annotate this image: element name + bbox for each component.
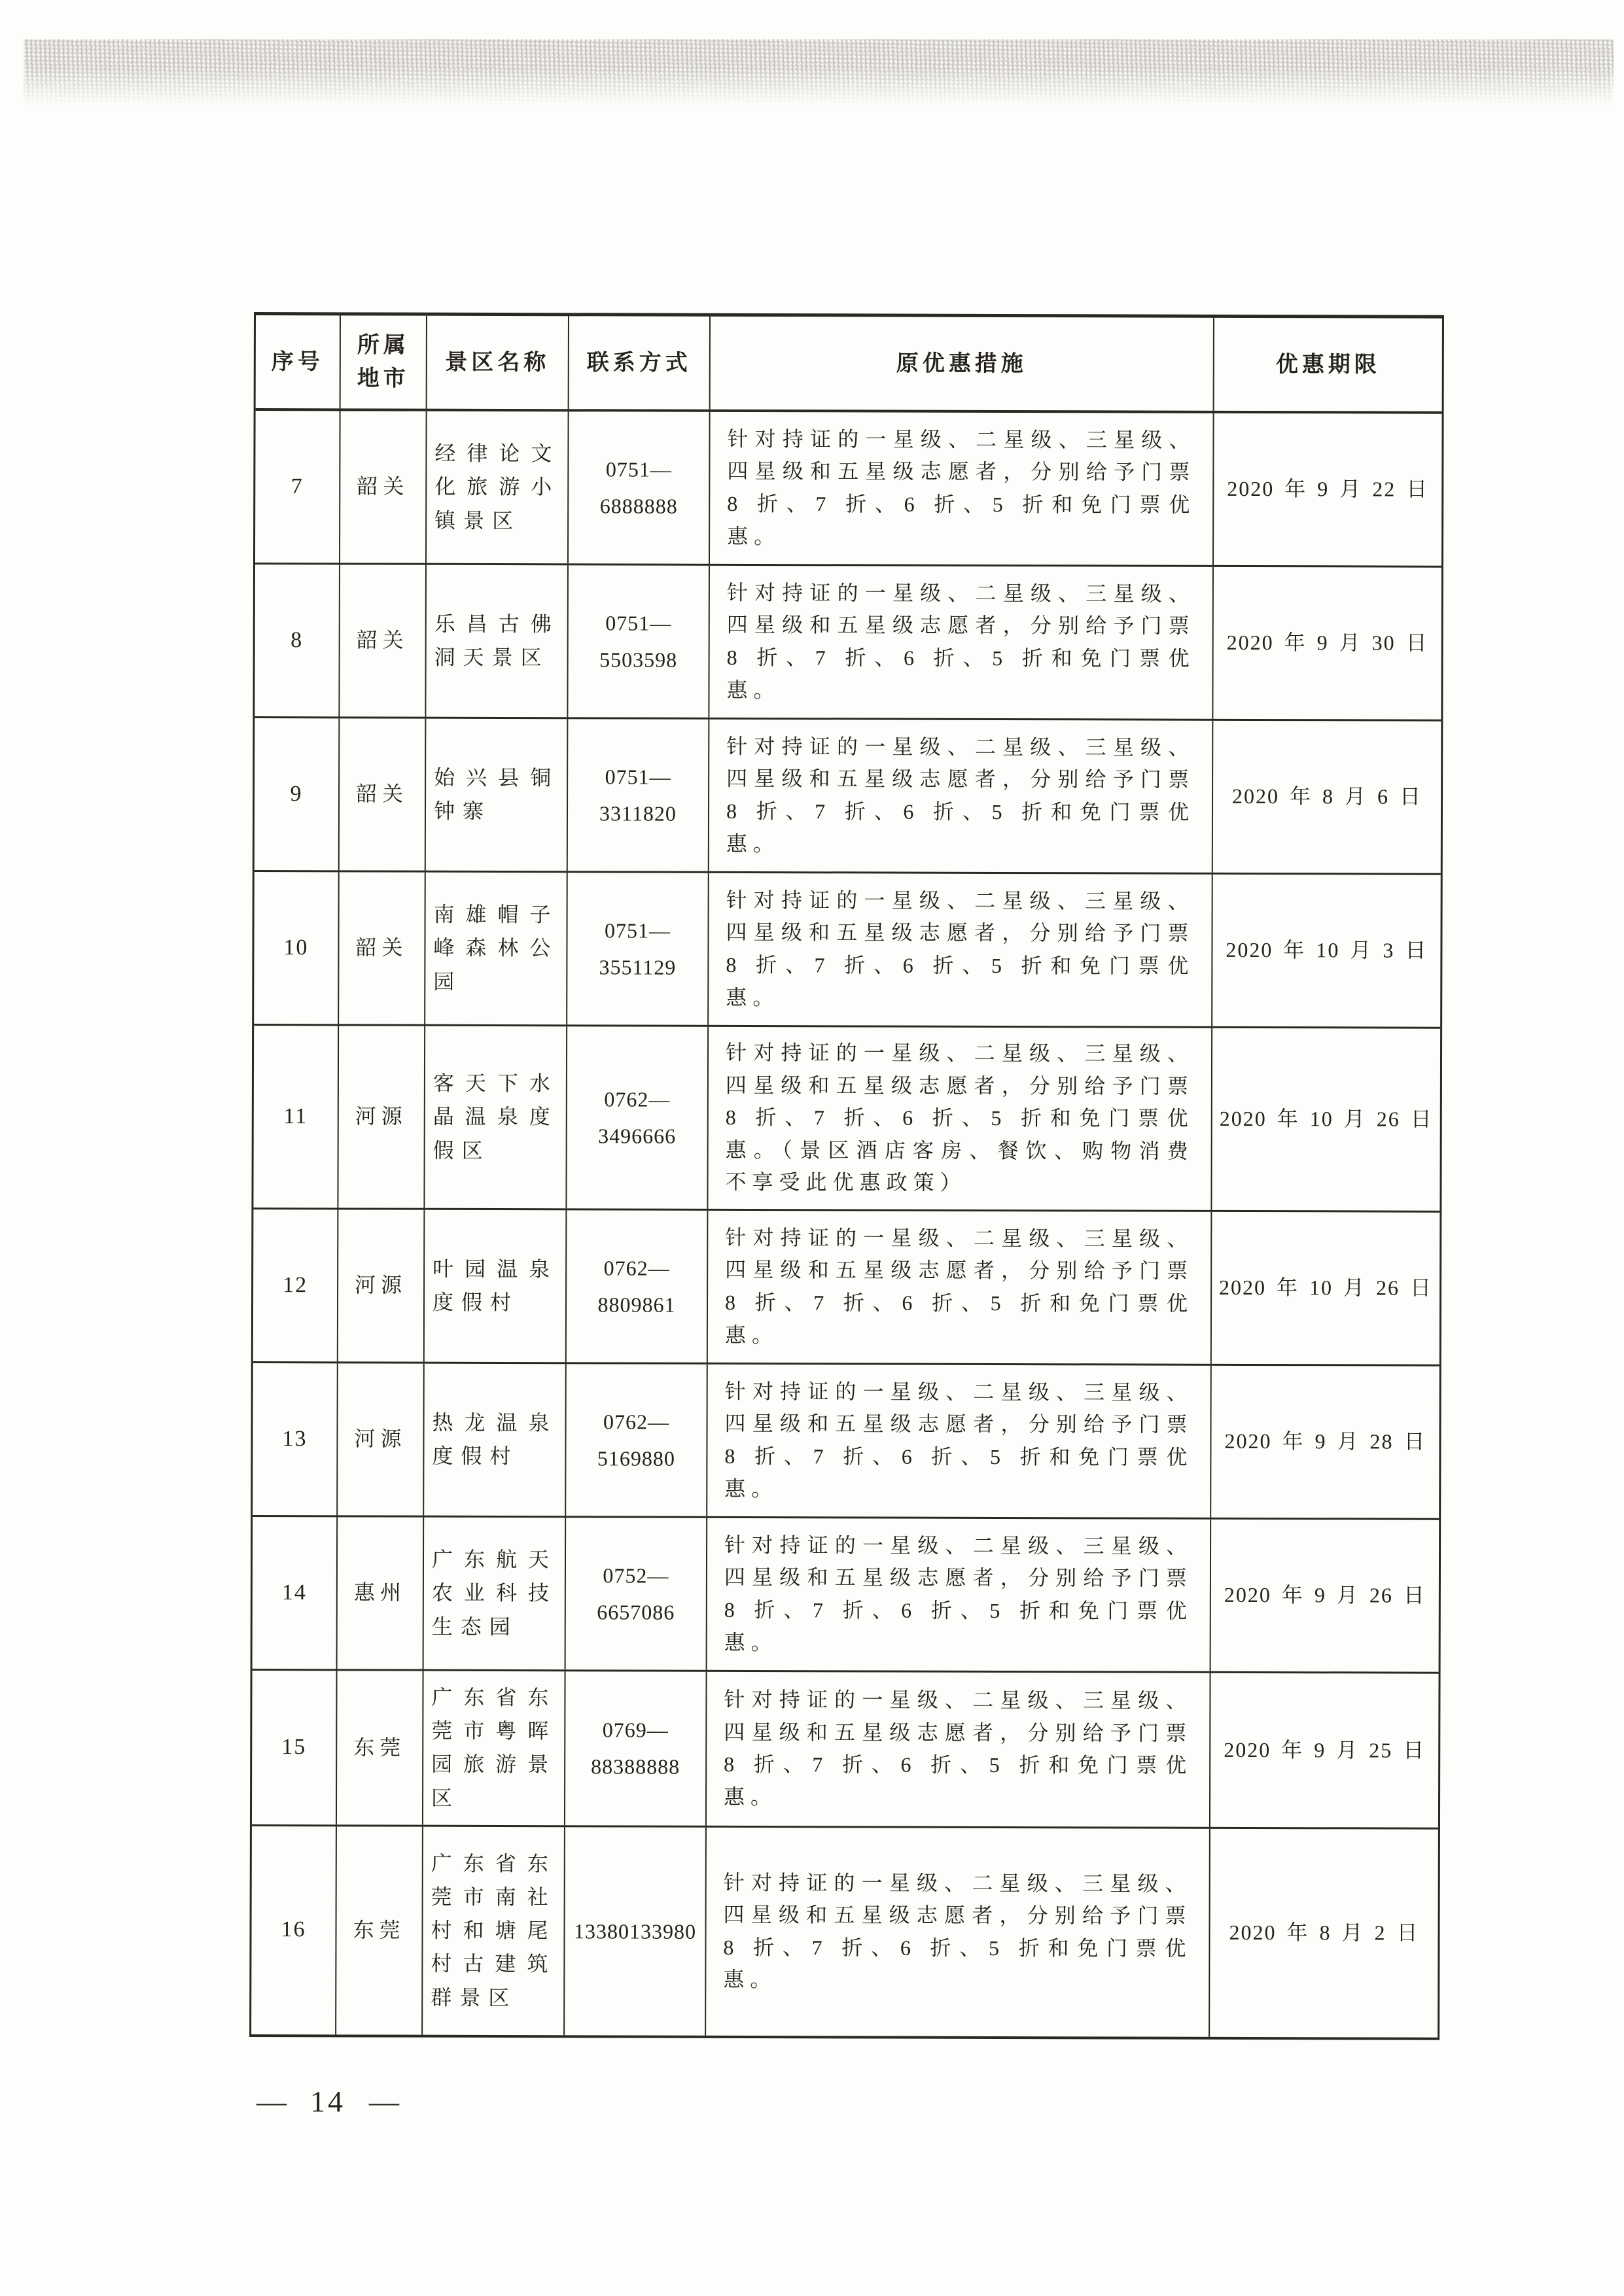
cell-text: 针对持证的一星级、二星级、三星级、四星级和五星级志愿者，分别给予门票 8 折、7 折、6 折、5 折和免门票优惠。（景区酒店客房、餐饮、购物消费不享受此优惠政策） bbox=[725, 1040, 1195, 1195]
cell-deadline bbox=[1211, 1366, 1439, 1518]
cell-text: 7 bbox=[291, 474, 304, 498]
table-row bbox=[253, 1208, 1440, 1365]
cell-text: 客天下水晶温泉度假区 bbox=[432, 1071, 558, 1162]
scan-noise-band bbox=[24, 39, 1614, 108]
cell-serial bbox=[253, 1026, 339, 1208]
header-label: 联系方式 bbox=[586, 350, 692, 375]
cell-text: 2020 年 10 月 26 日 bbox=[1219, 1107, 1433, 1131]
cell-text: 针对持证的一星级、二星级、三星级、四星级和五星级志愿者，分别给予门票 8 折、7 折、6 折、5 折和免门票优惠。 bbox=[726, 734, 1195, 856]
cell-contact bbox=[565, 1827, 707, 2036]
cell-scenic-name bbox=[426, 719, 569, 871]
cell-city bbox=[336, 1826, 423, 2034]
cell-text: 2020 年 9 月 26 日 bbox=[1224, 1583, 1426, 1607]
cell-text: 10 bbox=[283, 935, 309, 960]
cell-city bbox=[340, 411, 427, 563]
cell-serial bbox=[251, 1826, 337, 2034]
cell-text: 9 bbox=[290, 781, 303, 806]
cell-text: 热龙温泉度假村 bbox=[432, 1410, 557, 1469]
col-scenic-name bbox=[427, 316, 569, 409]
table-row bbox=[255, 563, 1441, 720]
cell-text: 8 bbox=[291, 627, 304, 652]
cell-text: 韶关 bbox=[357, 474, 410, 498]
cell-measure bbox=[709, 720, 1214, 873]
cell-contact bbox=[569, 411, 711, 564]
cell-contact bbox=[568, 565, 710, 718]
header-label: 所属地市 bbox=[357, 333, 410, 391]
header-label: 景区名称 bbox=[445, 350, 550, 375]
cell-text: 16 bbox=[281, 1917, 306, 1942]
table-row bbox=[251, 1824, 1438, 2038]
cell-text: 惠州 bbox=[353, 1580, 406, 1605]
cell-contact bbox=[567, 873, 709, 1025]
cell-text: 针对持证的一星级、二星级、三星级、四星级和五星级志愿者，分别给予门票 8 折、7 折、6 折、5 折和免门票优惠。 bbox=[726, 888, 1195, 1009]
table-row bbox=[253, 1024, 1440, 1211]
table-row bbox=[255, 408, 1442, 566]
cell-text: 0751— 5503598 bbox=[599, 611, 678, 672]
table-row bbox=[255, 716, 1441, 873]
cell-text: 2020 年 8 月 2 日 bbox=[1229, 1920, 1419, 1945]
col-city bbox=[341, 315, 427, 408]
cell-serial bbox=[253, 1363, 338, 1515]
table-row bbox=[254, 870, 1441, 1027]
cell-city bbox=[340, 718, 427, 870]
cell-text: 乐昌古佛洞天景区 bbox=[434, 612, 559, 670]
cell-city bbox=[338, 1363, 425, 1515]
page-number-dash-right: — bbox=[369, 2085, 399, 2118]
page-number-dash-left: — bbox=[256, 2085, 287, 2118]
cell-text: 经律论文化旅游小镇景区 bbox=[434, 441, 560, 532]
cell-measure bbox=[707, 1672, 1211, 1827]
cell-measure bbox=[708, 1027, 1212, 1210]
cell-scenic-name bbox=[424, 1518, 567, 1670]
cell-contact bbox=[566, 1364, 708, 1516]
cell-measure bbox=[710, 412, 1214, 565]
cell-scenic-name bbox=[423, 1671, 566, 1825]
cell-city bbox=[339, 872, 426, 1024]
cell-text: 0762— 3496666 bbox=[598, 1087, 677, 1148]
cell-scenic-name bbox=[427, 411, 569, 564]
col-deadline bbox=[1214, 318, 1442, 411]
header-label: 优惠期限 bbox=[1275, 352, 1381, 377]
cell-deadline bbox=[1212, 875, 1441, 1027]
cell-text: 15 bbox=[281, 1735, 307, 1760]
cell-serial bbox=[255, 718, 340, 870]
cell-contact bbox=[568, 719, 710, 871]
cell-deadline bbox=[1211, 1520, 1439, 1672]
cell-text: 针对持证的一星级、二星级、三星级、四星级和五星级志愿者，分别给予门票 8 折、7 折、6 折、5 折和免门票优惠。 bbox=[724, 1688, 1193, 1809]
cell-text: 针对持证的一星级、二星级、三星级、四星级和五星级志愿者，分别给予门票 8 折、7 折、6 折、5 折和免门票优惠。 bbox=[727, 426, 1196, 548]
cell-contact bbox=[567, 1026, 709, 1209]
cell-text: 针对持证的一星级、二星级、三星级、四星级和五星级志愿者，分别给予门票 8 折、7 折、6 折、5 折和免门票优惠。 bbox=[724, 1533, 1193, 1654]
cell-scenic-name bbox=[424, 1364, 567, 1516]
cell-text: 0751— 3311820 bbox=[599, 765, 677, 826]
cell-text: 东莞 bbox=[353, 1735, 406, 1760]
cell-measure bbox=[709, 566, 1214, 719]
cell-text: 11 bbox=[283, 1104, 308, 1128]
cell-measure bbox=[709, 873, 1213, 1026]
cell-measure bbox=[707, 1518, 1212, 1671]
cell-text: 南雄帽子峰森林公园 bbox=[433, 902, 559, 994]
col-contact bbox=[569, 316, 711, 409]
cell-contact bbox=[567, 1210, 709, 1363]
cell-serial bbox=[255, 565, 340, 716]
cell-text: 2020 年 8 月 6 日 bbox=[1232, 784, 1422, 809]
cell-city bbox=[338, 1209, 425, 1361]
cell-text: 东莞 bbox=[353, 1918, 406, 1942]
cell-text: 2020 年 9 月 22 日 bbox=[1227, 477, 1429, 501]
cell-deadline bbox=[1213, 567, 1441, 720]
cell-contact bbox=[566, 1518, 708, 1670]
table-row bbox=[253, 1361, 1439, 1518]
discount-table bbox=[249, 312, 1444, 2040]
cell-city bbox=[337, 1671, 424, 1824]
cell-measure bbox=[706, 1828, 1210, 2037]
cell-serial bbox=[253, 1209, 339, 1361]
cell-scenic-name bbox=[423, 1826, 565, 2035]
cell-deadline bbox=[1213, 721, 1441, 873]
col-measure bbox=[711, 317, 1214, 411]
page-number bbox=[256, 2084, 399, 2119]
cell-text: 14 bbox=[281, 1580, 307, 1605]
cell-text: 河源 bbox=[355, 1104, 408, 1128]
cell-text: 13380133980 bbox=[573, 1919, 697, 1943]
col-serial bbox=[256, 315, 341, 408]
cell-scenic-name bbox=[425, 1210, 567, 1363]
cell-text: 广东航天农业科技生态园 bbox=[431, 1547, 557, 1639]
cell-city bbox=[338, 1517, 425, 1669]
cell-text: 韶关 bbox=[355, 935, 408, 960]
cell-text: 0762— 8809861 bbox=[597, 1256, 676, 1317]
page-number-value: 14 bbox=[310, 2085, 345, 2118]
cell-contact bbox=[565, 1671, 707, 1825]
cell-scenic-name bbox=[426, 565, 569, 718]
cell-text: 针对持证的一星级、二星级、三星级、四星级和五星级志愿者，分别给予门票 8 折、7 折、6 折、5 折和免门票优惠。 bbox=[724, 1225, 1194, 1347]
cell-scenic-name bbox=[425, 1026, 567, 1209]
cell-text: 广东省东莞市粤晖园旅游景区 bbox=[431, 1685, 557, 1810]
cell-text: 2020 年 9 月 28 日 bbox=[1224, 1429, 1426, 1453]
cell-text: 2020 年 9 月 25 日 bbox=[1224, 1737, 1426, 1762]
cell-serial bbox=[255, 411, 341, 563]
table-row bbox=[253, 1515, 1439, 1672]
cell-text: 广东省东莞市南社村和塘尾村古建筑群景区 bbox=[431, 1851, 556, 2009]
cell-text: 2020 年 9 月 30 日 bbox=[1226, 631, 1428, 655]
cell-deadline bbox=[1212, 1028, 1440, 1211]
cell-text: 始兴县铜钟寨 bbox=[433, 765, 559, 823]
cell-text: 韶关 bbox=[356, 628, 409, 652]
cell-text: 针对持证的一星级、二星级、三星级、四星级和五星级志愿者，分别给予门票 8 折、7 折、6 折、5 折和免门票优惠。 bbox=[726, 580, 1195, 702]
header-label: 原优惠措施 bbox=[896, 351, 1027, 376]
cell-measure bbox=[707, 1365, 1212, 1518]
cell-text: 2020 年 10 月 26 日 bbox=[1219, 1276, 1433, 1300]
cell-serial bbox=[252, 1671, 338, 1824]
cell-text: 河源 bbox=[354, 1427, 407, 1451]
table-header-row bbox=[256, 315, 1442, 411]
cell-serial bbox=[253, 1517, 338, 1669]
cell-city bbox=[340, 565, 427, 716]
table-row bbox=[252, 1669, 1439, 1827]
cell-text: 针对持证的一星级、二星级、三星级、四星级和五星级志愿者，分别给予门票 8 折、7 折、6 折、5 折和免门票优惠。 bbox=[724, 1379, 1193, 1501]
cell-text: 0769— 88388888 bbox=[591, 1718, 680, 1779]
cell-deadline bbox=[1210, 1829, 1438, 2038]
cell-text: 0751— 6888888 bbox=[599, 457, 678, 518]
cell-deadline bbox=[1214, 413, 1442, 566]
cell-scenic-name bbox=[425, 873, 568, 1025]
cell-text: 韶关 bbox=[356, 782, 409, 806]
cell-deadline bbox=[1210, 1673, 1439, 1828]
header-label: 序号 bbox=[271, 349, 324, 374]
cell-text: 河源 bbox=[355, 1273, 408, 1297]
cell-text: 0762— 5169880 bbox=[597, 1410, 675, 1470]
cell-text: 针对持证的一星级、二星级、三星级、四星级和五星级志愿者，分别给予门票 8 折、7 折、6 折、5 折和免门票优惠。 bbox=[723, 1870, 1192, 1992]
cell-text: 叶园温泉度假村 bbox=[432, 1257, 558, 1315]
cell-text: 0751— 3551129 bbox=[599, 918, 677, 979]
cell-text: 13 bbox=[282, 1426, 308, 1451]
cell-serial bbox=[254, 872, 340, 1024]
cell-measure bbox=[708, 1211, 1212, 1364]
cell-city bbox=[338, 1026, 425, 1208]
cell-text: 2020 年 10 月 3 日 bbox=[1226, 938, 1428, 962]
cell-text: 0752— 6657086 bbox=[597, 1563, 675, 1624]
cell-deadline bbox=[1212, 1212, 1440, 1365]
cell-text: 12 bbox=[283, 1272, 308, 1297]
